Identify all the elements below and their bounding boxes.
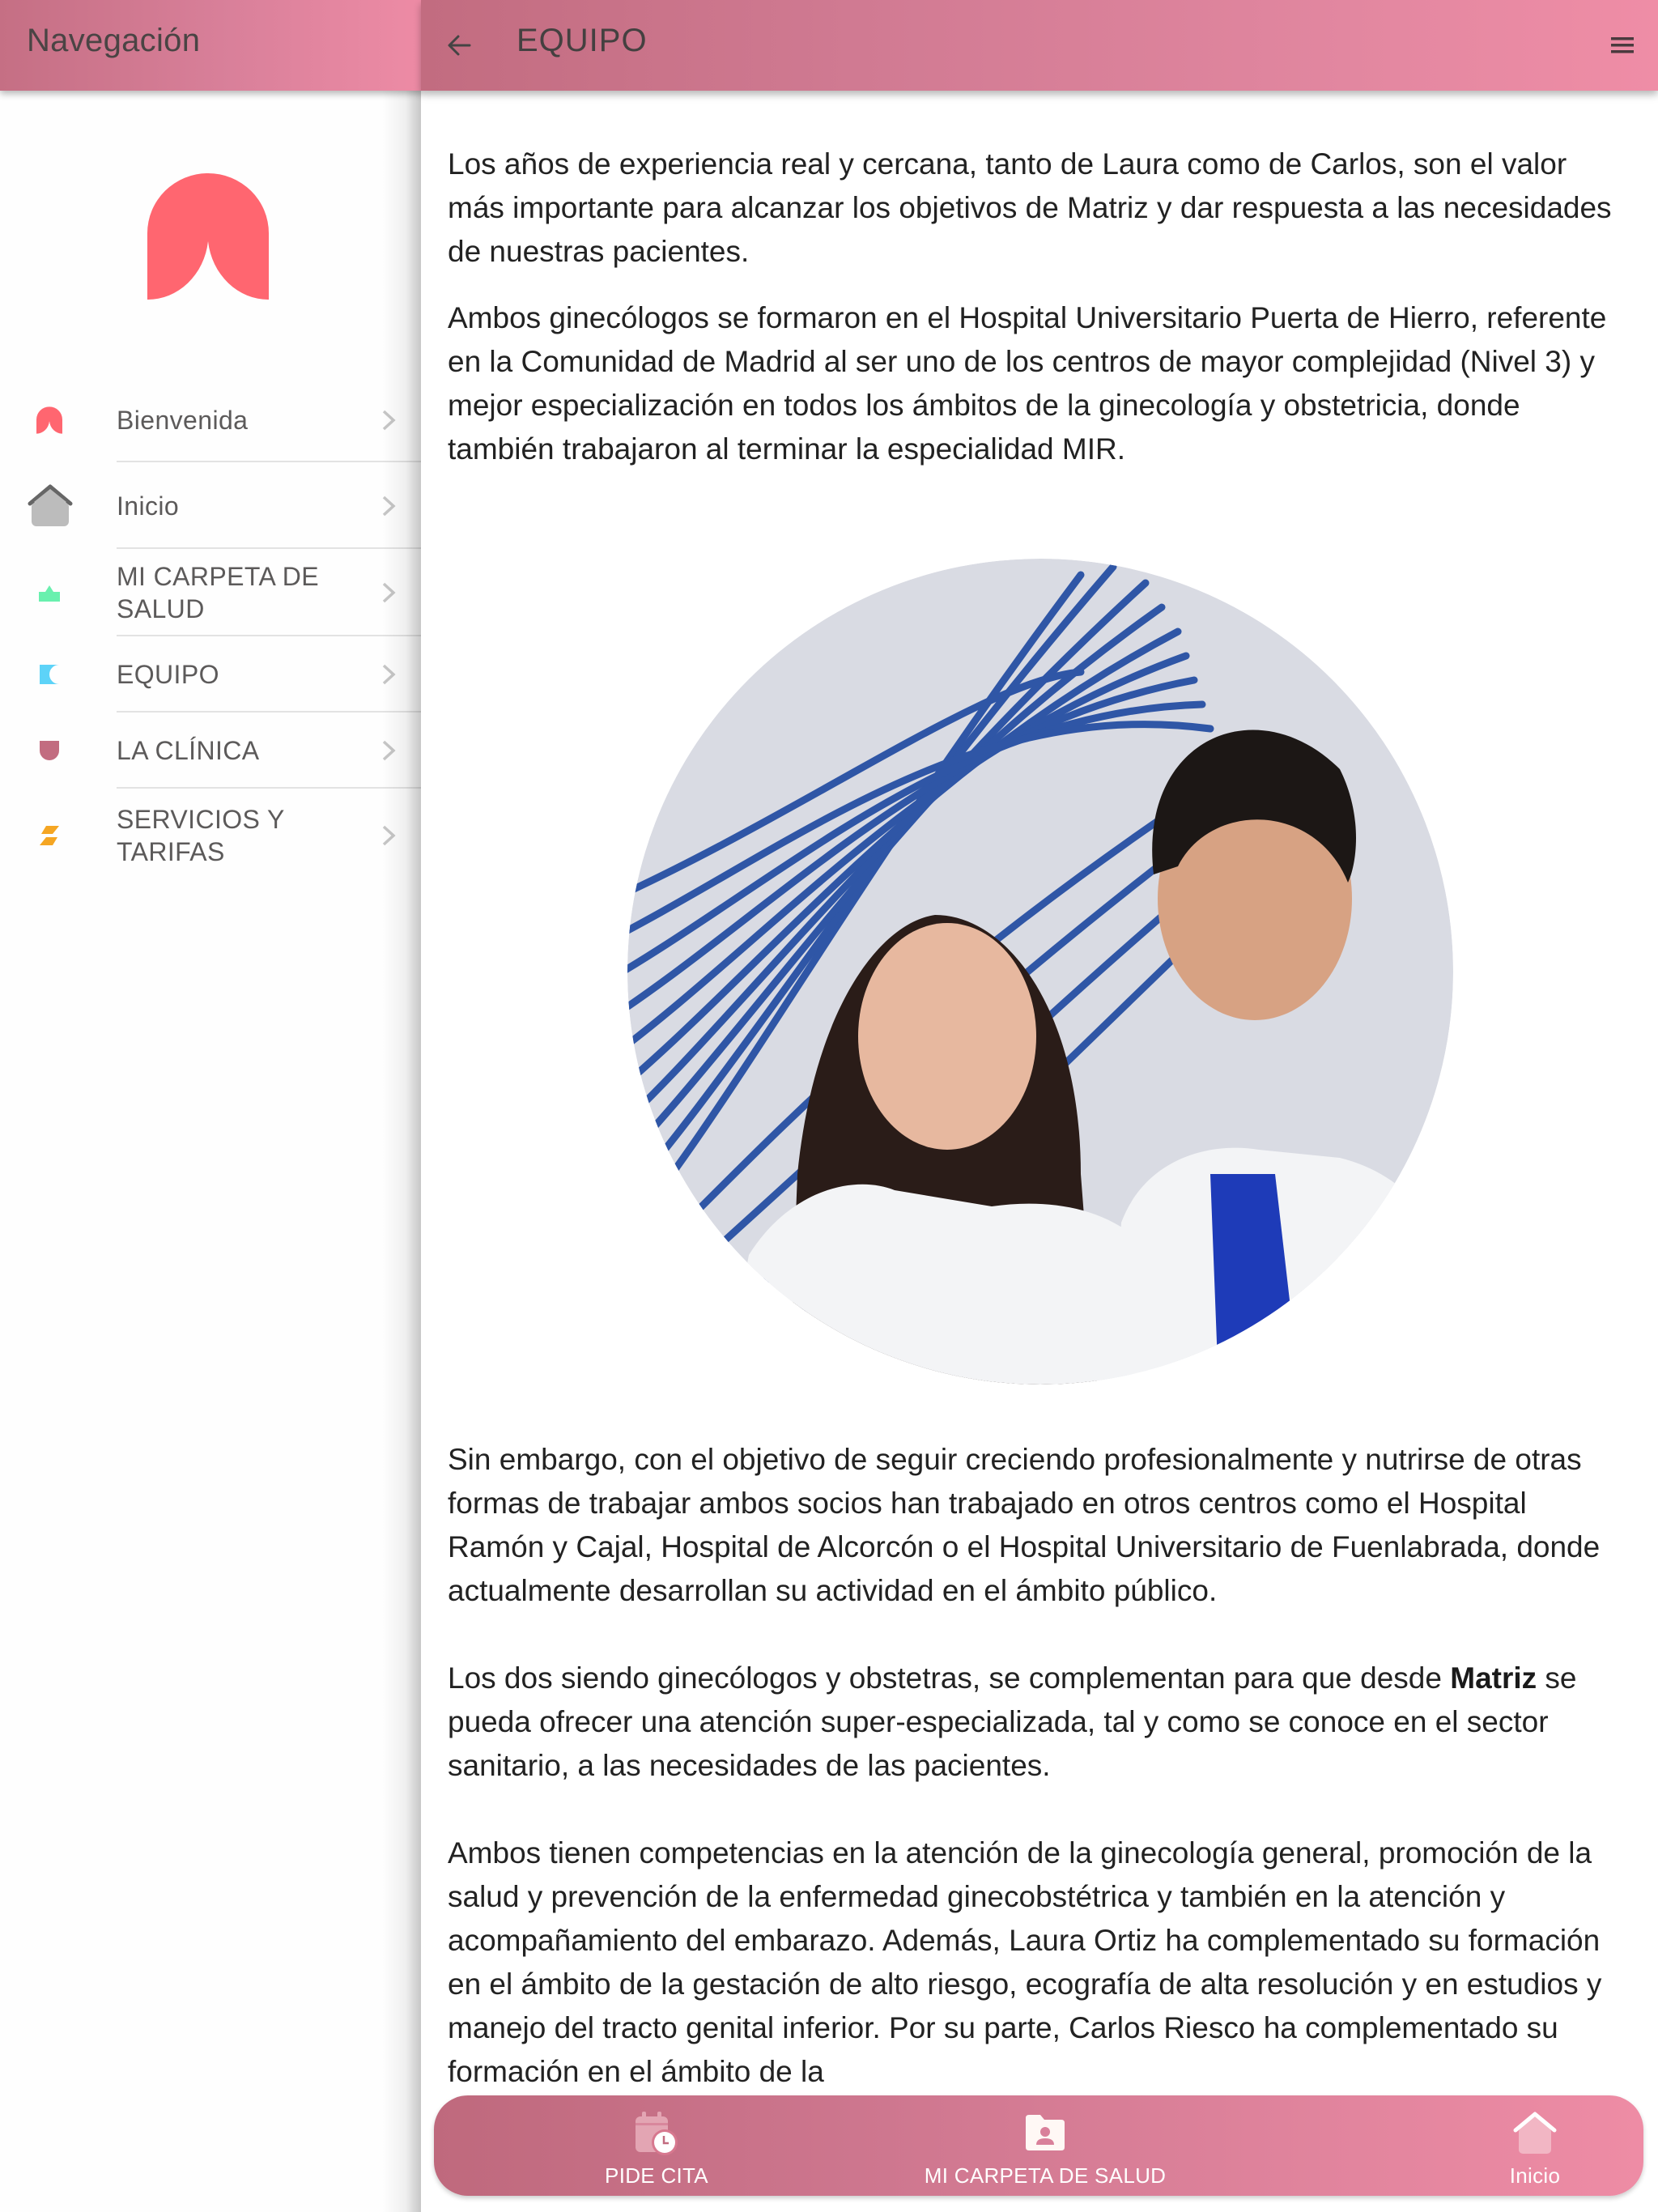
bottom-nav-pide-cita[interactable] [555,2095,758,2196]
home-icon [28,483,73,529]
hamburger-icon[interactable] [1609,32,1635,58]
matriz-logo-icon [147,173,269,300]
drawer-title: Navegación [27,23,201,58]
drawer-item-label: MI CARPETA DE SALUD [117,562,319,623]
health-folder-icon [29,572,70,613]
team-icon [29,654,70,695]
paragraph-competencies: Ambos tienen competencias en la atención de la ginecología general, promoción de la salud y prevención de la enfermedad ginecobstétrica y también en la atención y acompañamiento del embarazo. Además, Laura Ortiz ha complementado su formación en el ámbito de la gestación de alto riesgo, ecografía de alta resolución y en estudios y manejo del tracto genital inferior. Por su parte, Carlos Riesco ha complementado su formación en el ámbito de la [448,1836,1602,2088]
chevron-right-icon [379,581,398,605]
paragraph-experience: Los años de experiencia real y cercana, tanto de Laura como de Carlos, son el valor más importante para alcanzar los objetivos de Matriz y dar respuesta a las necesidades de nuestras pacientes. [448,147,1612,268]
paragraph-complement [448,1657,1622,1788]
bottom-nav-mi-carpeta-de-salud[interactable] [912,2095,1179,2196]
drawer-header [0,0,421,91]
drawer-item-label: LA CLÍNICA [117,736,260,765]
page-title: EQUIPO [517,23,648,58]
app-bar [421,0,1658,91]
drawer-item-mi-carpeta-de-salud[interactable] [0,549,421,636]
brand-name: Matriz [1450,1661,1537,1695]
chevron-right-icon [379,408,398,432]
drawer-item-equipo[interactable] [0,636,421,713]
chevron-right-icon [379,662,398,687]
team-photo [627,559,1453,1385]
navigation-drawer [0,0,421,2212]
drawer-item-label: Inicio [117,491,180,521]
drawer-menu [0,377,421,883]
calendar-clock-icon [632,2110,681,2157]
drawer-item-label: EQUIPO [117,660,219,689]
drawer-item-inicio[interactable] [0,462,421,549]
folder-user-icon [1021,2110,1069,2157]
chevron-right-icon [379,823,398,848]
bottom-navigation [434,2095,1643,2196]
chevron-right-icon [379,738,398,763]
arrow-left-icon[interactable] [444,29,476,62]
services-icon [29,815,70,856]
drawer-item-label: SERVICIOS Y TARIFAS [117,805,285,866]
paragraph-training: Ambos ginecólogos se formaron en el Hospital Universitario Puerta de Hierro, referente en la Comunidad de Madrid al ser uno de los centros de mayor complejidad (Nivel 3) y mejor especialización en todos los ámbitos de la ginecología y obstetricia, donde también trabajaron al terminar la especialidad MIR. [448,301,1607,466]
text: se pueda ofrecer una atención super-especializada, tal y como se conoce en el sector sanitario, a las necesidades de las pacientes. [448,1661,1577,1782]
drawer-item-label: Bienvenida [117,405,249,435]
drawer-item-la-clinica[interactable] [0,713,421,789]
bottom-nav-label: Inicio [1509,2163,1561,2188]
matriz-logo-icon [29,400,70,440]
home-icon [1511,2110,1559,2157]
bottom-nav-inicio[interactable] [1486,2095,1584,2196]
bottom-nav-label: PIDE CITA [605,2163,708,2188]
paragraph-other-centers: Sin embargo, con el objetivo de seguir creciendo profesionalmente y nutrirse de otras formas de trabajar ambos socios han trabajado en otros centros como el Hospital Ramón y Cajal, Hospital de Alcorcón o el Hospital Universitario de Fuenlabrada, donde actualmente desarrollan su actividad en el ámbito público. [448,1443,1601,1607]
drawer-item-servicios-y-tarifas[interactable] [0,789,421,883]
clinic-icon [29,730,70,771]
drawer-item-bienvenida[interactable] [0,377,421,462]
text: Los dos siendo ginecólogos y obstetras, se complementan para que desde [448,1661,1451,1695]
bottom-nav-label: MI CARPETA DE SALUD [924,2163,1167,2188]
chevron-right-icon [379,494,398,518]
